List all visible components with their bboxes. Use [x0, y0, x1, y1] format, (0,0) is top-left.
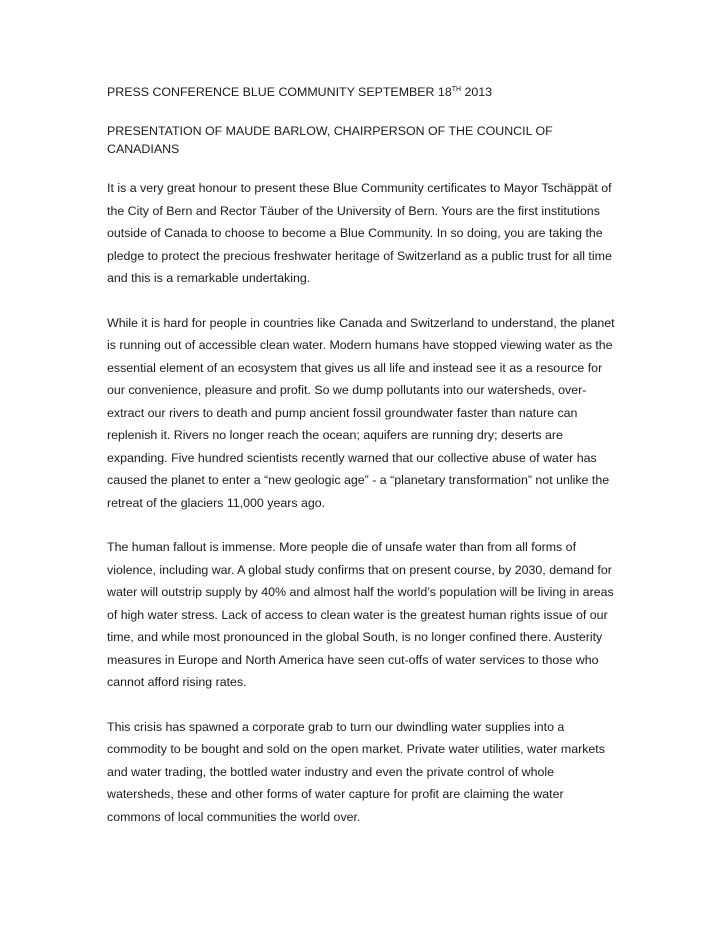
- paragraph-4: This crisis has spawned a corporate grab to turn our dwindling water supplies into a commodity to be bought and sold on the open market. Private water utilities, water markets and water trading, the bottled water industry and even the private control of whole watersheds, these and other forms of water capture for profit are claiming the water commons of local communities the world over.: [107, 719, 605, 824]
- document-page: [107, 84, 617, 828]
- press-conference-heading: [107, 84, 617, 101]
- paragraph-1: It is a very great honour to present these Blue Community certificates to Mayor Tschäppät of the City of Bern and Rector Täuber of the University of Bern. Yours are the first institutions outside of Canada to choose to become a Blue Community. In so doing, you are taking the pledge to protect the precious freshwater heritage of Switzerland as a public trust for all time and this is a remarkable undertaking.: [107, 181, 612, 285]
- heading-year: 2013: [461, 85, 493, 99]
- paragraph-2: While it is hard for people in countries like Canada and Switzerland to understand, the planet is running out of accessible clean water. Modern humans have stopped viewing water as the essential element of an ecosystem that gives us all life and instead see it as a resource for our convenience, pleasure and profit. So we dump pollutants into our watersheds, over-extract our rivers to death and pump ancient fossil groundwater faster than nature can replenish it. Rivers no longer reach the ocean; aquifers are running dry; deserts are expanding. Five hundred scientists recently warned that our collective abuse of water has caused the planet to enter a “new geologic age” - a “planetary transformation” not unlike the retreat of the glaciers 11,000 years ago.: [107, 315, 615, 510]
- heading-text: PRESS CONFERENCE BLUE COMMUNITY SEPTEMBER 18: [107, 85, 452, 99]
- paragraph-3: The human fallout is immense. More people die of unsafe water than from all forms of violence, including war. A global study confirms that on present course, by 2030, demand for water will outstrip supply by 40% and almost half the world’s population will be living in areas of high water stress. Lack of access to clean water is the greatest human rights issue of our time, and while most pronounced in the global South, is no longer confined there. Austerity measures in Europe and North America have seen cut-offs of water services to those who cannot afford rising rates.: [107, 540, 614, 689]
- presentation-subtitle: PRESENTATION OF MAUDE BARLOW, CHAIRPERSON OF THE COUNCIL OF CANADIANS: [107, 124, 553, 156]
- heading-superscript: TH: [451, 86, 462, 93]
